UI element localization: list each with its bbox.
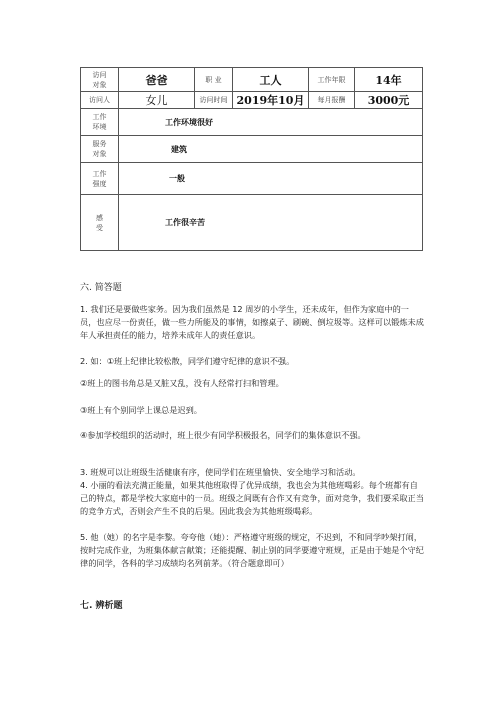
section-heading-analysis: 七. 辨析题 (80, 601, 123, 611)
value-interviewer: 女儿 (119, 92, 195, 109)
answer-2b: ②班上的图书角总是又脏又乱，没有人经常打扫和管理。 (80, 378, 284, 388)
table-row (81, 109, 423, 136)
interview-table (80, 67, 423, 251)
value-monthly-income: 3000元 (355, 92, 423, 109)
answer-3: 3. 班规可以让班级生活健康有序，使同学们在班里愉快、安全地学习和活动。 (80, 467, 361, 477)
table-row (81, 68, 423, 92)
answer-2a: 2. 如：①班上纪律比较松散，同学们遵守纪律的意识不强。 (80, 356, 295, 366)
table-row (81, 163, 423, 195)
label-work-environment: 工作 环境 (81, 109, 119, 136)
label-service-target: 服务 对象 (81, 136, 119, 163)
answer-4: 4. 小丽的看法充满正能量，如果其他班取得了优异成绩，我也会为其他班喝彩。每个班都有自己的特点，都是学校大家庭中的一员。班级之间既有合作又有竞争，面对竞争，我们要采取正当的竞争方式，否则会产生不良的后果。因此我会为其他班级喝彩。 (80, 480, 424, 516)
label-work-years: 工作年限 (309, 68, 355, 92)
table-row (81, 195, 423, 251)
label-feelings: 感 受 (81, 195, 119, 251)
value-work-years: 14年 (355, 68, 423, 92)
label-interviewee: 访问 对象 (81, 68, 119, 92)
value-interviewee: 爸爸 (119, 68, 195, 92)
value-service-target: 建筑 (119, 136, 423, 163)
value-work-intensity: 一般 (119, 163, 423, 195)
answer-2d: ④参加学校组织的活动时，班上很少有同学积极报名，同学们的集体意识不强。 (80, 430, 366, 440)
label-occupation: 职 业 (195, 68, 233, 92)
label-visit-time: 访问时间 (195, 92, 233, 109)
table-row (81, 136, 423, 163)
value-occupation: 工人 (233, 68, 309, 92)
value-work-environment: 工作环境很好 (119, 109, 423, 136)
value-visit-time: 2019年10月 (233, 92, 309, 109)
label-interviewer: 访问人 (81, 92, 119, 109)
label-monthly-income: 每月报酬 (309, 92, 355, 109)
label-work-intensity: 工作 强度 (81, 163, 119, 195)
answer-5: 5. 他（她）的名字是李黎。夸夸他（她）：严格遵守班级的规定，不迟到，不和同学吵架打闹，按时完成作业，为班集体献言献策；还能提醒、制止别的同学要遵守班规，正是由于她是个守纪律的同学，各科的学习成绩均名列前茅。（符合题意即可） (80, 532, 424, 568)
value-feelings: 工作很辛苦 (119, 195, 423, 251)
section-heading-short-answer: 六. 简答题 (80, 283, 122, 293)
answer-1: 1. 我们还是要做些家务。因为我们虽然是 12 周岁的小学生，还未成年，但作为家庭中的一员，也应尽一份责任，做一些力所能及的事情，如擦桌子、刷碗、倒垃圾等。这样可以锻炼未成年人承担责任的能力，培养未成年人的责任意识。 (80, 304, 424, 340)
answer-2c: ③班上有个别同学上课总是迟到。 (80, 405, 202, 415)
table-row (81, 92, 423, 109)
